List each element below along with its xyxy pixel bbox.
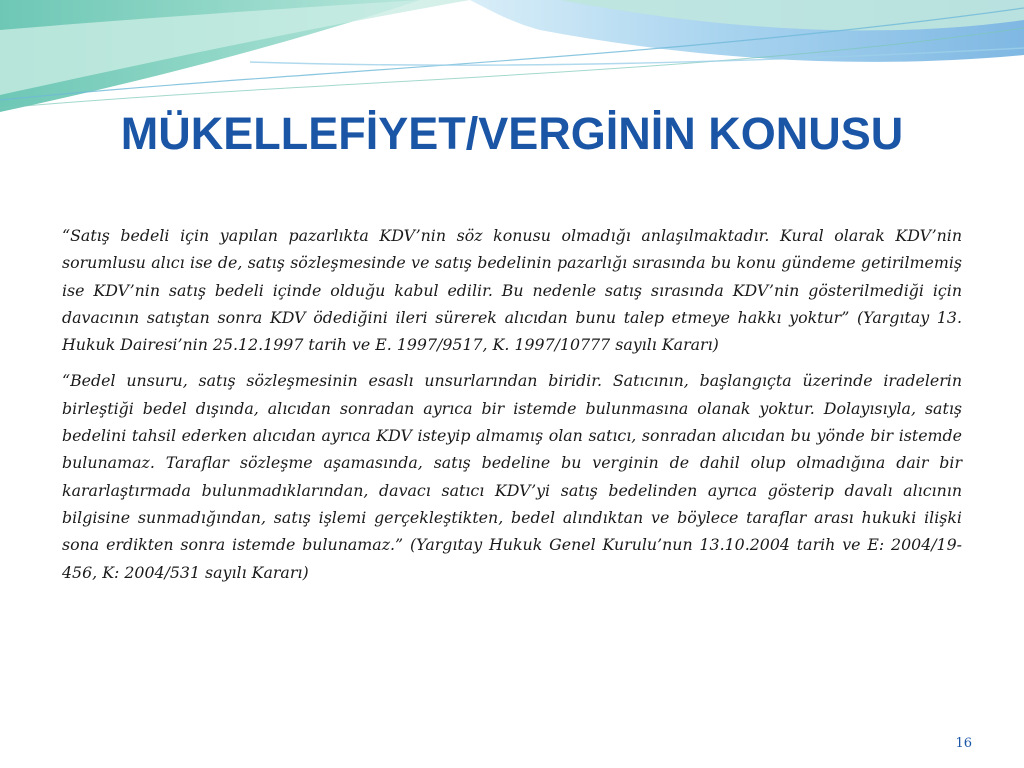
page-number: 16 xyxy=(955,736,972,751)
quote-paragraph-1: “Satış bedeli için yapılan pazarlıkta KDV’nin söz konusu olmadığı anlaşılmaktadır. Kural olarak KDV’nin sorumlusu alıcı ise de, satış sözleşmesinde ve satış bedelinin pazarlığı sırasında bu konu gündeme getirilmemiş ise KDV’nin satış bedeli içinde olduğu kabul edilir. Bu nedenle satış sırasında KDV’nin gösterilmediği için davacının satıştan sonra KDV ödediğini ileri sürerek alıcıdan bunu talep etmeye hakkı yoktur” (Yargıtay 13. Hukuk Dairesi’nin 25.12.1997 tarih ve E. 1997/9517, K. 1997/10777 sayılı Kararı) xyxy=(62,226,962,355)
slide-body xyxy=(62,222,962,595)
quote-paragraph-2: “Bedel unsuru, satış sözleşmesinin esaslı unsurlarından biridir. Satıcının, başlangıçta üzerinde iradelerin birleştiği bedel dışında, alıcıdan sonradan ayrıca bir istemde bulunmasına olanak yoktur. Dolayısıyla, satış bedelini tahsil ederken alıcıdan ayrıca KDV isteyip almamış olan satıcı, sonradan alıcıdan bu yönde bir istemde bulunamaz. Taraflar sözleşme aşamasında, satış bedeline bu verginin de dahil olup olmadığına dair bir kararlaştırmada bulunmadıklarından, davacı satıcı KDV’yi satış bedelinden ayrıca gösterip davalı alıcının bilgisine sunmadığından, satış işlemi gerçekleştikten, bedel alındıktan ve böylece taraflar arası hukuki ilişki sona erdikten sonra istemde bulunamaz.” (Yargıtay Hukuk Genel Kurulu’nun 13.10.2004 tarih ve E: 2004/19-456, K: 2004/531 sayılı Kararı) xyxy=(62,371,962,582)
slide-title: MÜKELLEFİYET/VERGİNİN KONUSU xyxy=(120,108,904,159)
